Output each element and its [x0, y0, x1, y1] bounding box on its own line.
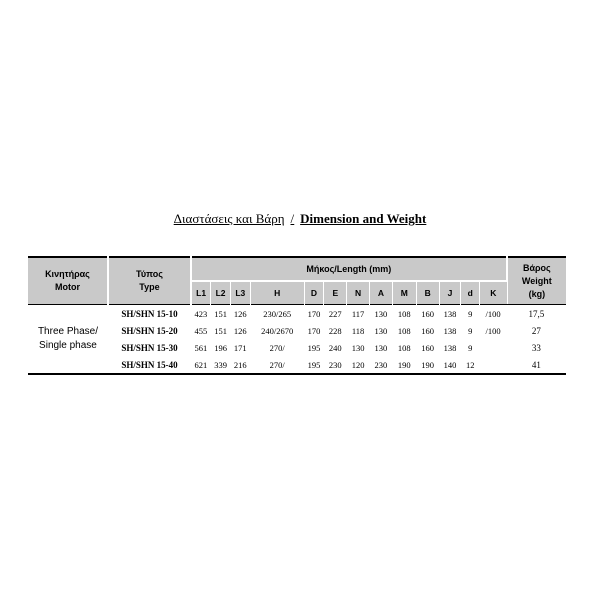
cell-d: 195: [307, 342, 321, 353]
column-header-j: J: [439, 281, 461, 305]
cell-l3: 216: [233, 359, 247, 370]
header-motor-english: Motor: [54, 282, 80, 292]
cell-d-small: 9: [468, 342, 473, 353]
model-cell: SH/SHN 15-30: [121, 342, 178, 353]
title-english: Dimension and Weight: [300, 211, 427, 226]
motor-line-2: Single phase: [39, 340, 97, 351]
cell-a: 130: [374, 325, 388, 336]
cell-b: 190: [421, 359, 434, 370]
document-title: [0, 211, 600, 227]
model-cell: SH/SHN 15-20: [121, 325, 178, 336]
cell-l1: 423: [191, 305, 211, 323]
cell-h: 230/265: [250, 305, 304, 323]
cell-e: 227: [324, 305, 347, 323]
cell-j: 138: [443, 325, 457, 336]
column-header-d: D: [304, 281, 324, 305]
header-weight: [507, 257, 566, 305]
cell-weight: 33: [531, 342, 541, 353]
cell-l3: 126: [233, 325, 247, 336]
header-weight-english: Weight: [521, 275, 552, 286]
title-separator: /: [290, 211, 295, 226]
cell-weight: 17,5: [507, 305, 566, 323]
cell-l2: 339: [214, 359, 227, 370]
cell-d: 170: [304, 305, 324, 323]
cell-n: 130: [351, 342, 365, 353]
cell-n: 120: [351, 359, 365, 370]
column-header-a: A: [370, 281, 393, 305]
header-type: [108, 257, 191, 305]
column-header-l3: L3: [230, 281, 250, 305]
column-header-m: M: [392, 281, 416, 305]
table-row: [28, 339, 566, 356]
header-weight-greek: Βάρος: [522, 262, 551, 273]
cell-l1: 561: [194, 342, 208, 353]
column-header-n: N: [347, 281, 370, 305]
cell-k: /100: [485, 325, 501, 336]
cell-n: 117: [347, 305, 370, 323]
cell-weight: 41: [531, 359, 541, 370]
cell-l3: 171: [233, 342, 247, 353]
cell-h: 270/: [269, 359, 285, 370]
cell-b: 160: [421, 325, 434, 336]
cell-k: [480, 339, 507, 356]
header-length: Μήκος/Length (mm): [191, 257, 507, 281]
column-header-b: B: [416, 281, 439, 305]
cell-l2: 151: [211, 305, 231, 323]
cell-l1: 455: [194, 325, 208, 336]
header-weight-unit: (kg): [528, 288, 546, 299]
cell-e: 240: [328, 342, 342, 353]
cell-e: 230: [328, 359, 342, 370]
cell-l2: 151: [214, 325, 227, 336]
model-cell: SH/SHN 15-40: [121, 359, 178, 370]
model-cell: SH/SHN 15-10: [108, 305, 191, 323]
cell-k: /100: [480, 305, 507, 323]
table-row: [28, 322, 566, 339]
cell-j: 138: [443, 342, 457, 353]
cell-weight: 27: [531, 325, 541, 336]
cell-k: [480, 356, 507, 374]
table-row: [28, 305, 566, 323]
column-header-d-small: d: [461, 281, 480, 305]
cell-b: 160: [416, 305, 439, 323]
cell-j: 138: [439, 305, 461, 323]
cell-a: 230: [374, 359, 388, 370]
column-header-h: H: [250, 281, 304, 305]
cell-d-small: 12: [465, 359, 475, 370]
cell-b: 160: [421, 342, 434, 353]
header-motor: [28, 257, 108, 305]
cell-e: 228: [328, 325, 342, 336]
cell-a: 130: [370, 305, 393, 323]
column-header-k: K: [480, 281, 507, 305]
cell-a: 130: [374, 342, 388, 353]
cell-d: 170: [307, 325, 321, 336]
cell-n: 118: [351, 325, 365, 336]
cell-d-small: 9: [468, 325, 473, 336]
cell-h: 240/2670: [261, 325, 294, 336]
header-type-greek: Τύπος: [136, 269, 163, 279]
column-header-l2: L2: [211, 281, 231, 305]
dimension-weight-table: [28, 256, 566, 375]
cell-d: 195: [307, 359, 321, 370]
cell-m: 108: [397, 342, 411, 353]
cell-j: 140: [443, 359, 457, 370]
motor-type-cell: [28, 305, 108, 375]
motor-line-1: Three Phase/: [37, 326, 98, 337]
cell-d-small: 9: [461, 305, 480, 323]
header-type-english: Type: [139, 282, 160, 292]
cell-m: 108: [397, 325, 411, 336]
cell-l3: 126: [230, 305, 250, 323]
column-header-e: E: [324, 281, 347, 305]
table-row: [28, 356, 566, 374]
column-header-l1: L1: [191, 281, 211, 305]
cell-l1: 621: [194, 359, 208, 370]
header-motor-greek: Κινητήρας: [45, 269, 90, 279]
cell-h: 270/: [269, 342, 285, 353]
cell-m: 108: [392, 305, 416, 323]
cell-l2: 196: [214, 342, 227, 353]
cell-m: 190: [397, 359, 411, 370]
title-greek: Διαστάσεις και Βάρη: [173, 211, 285, 226]
